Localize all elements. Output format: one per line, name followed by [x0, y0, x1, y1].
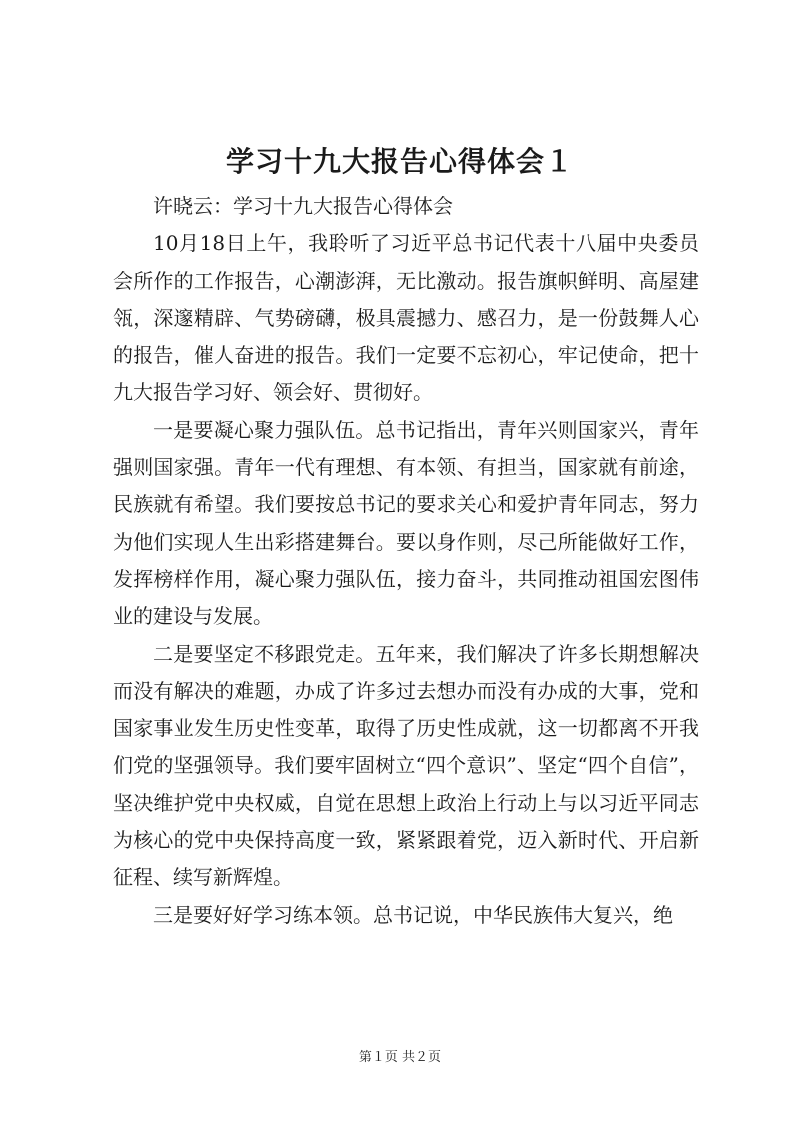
paragraph-point-two: 二是要坚定不移跟党走。五年来，我们解决了许多长期想解决而没有解决的难题，办成了许多过去想办而没有办成的大事，党和国家事业发生历史性变革，取得了历史性成就，这一切都离不开我们党的坚强领导。我们要牢固树立“四个意识”、坚定“四个自信”，坚决维护党中央权威，自觉在思想上政治上行动上与以习近平同志为核心的党中央保持高度一致，紧紧跟着党，迈入新时代、开启新征程、续写新辉煌。 — [113, 641, 699, 890]
paragraph-point-one: 一是要凝心聚力强队伍。总书记指出，青年兴则国家兴，青年强则国家强。青年一代有理想、有本领、有担当，国家就有前途，民族就有希望。我们要按总书记的要求关心和爱护青年同志，努力为他们实现人生出彩搭建舞台。要以身作则，尽己所能做好工作，发挥榜样作用，凝心聚力强队伍，接力奋斗，共同推动祖国宏图伟业的建设与发展。 — [113, 417, 699, 629]
author-line: 许晓云：学习十九大报告心得体会 — [153, 194, 453, 218]
document-title: 学习十九大报告心得体会１ — [225, 145, 574, 178]
paragraph-point-three: 三是要好好学习练本领。总书记说，中华民族伟大复兴，绝 — [153, 902, 673, 927]
document-body — [113, 188, 699, 934]
page-number-footer: 第１页 共２页 — [358, 1050, 442, 1065]
paragraph-intro: 10月18日上午，我聆听了习近平总书记代表十八届中央委员会所作的工作报告，心潮澎湃，无比激动。报告旗帜鲜明、高屋建瓴，深邃精辟、气势磅礴，极具震撼力、感召力，是一份鼓舞人心的报告，催人奋进的报告。我们一定要不忘初心，牢记使命，把十九大报告学习好、领会好、贯彻好。 — [113, 231, 699, 405]
